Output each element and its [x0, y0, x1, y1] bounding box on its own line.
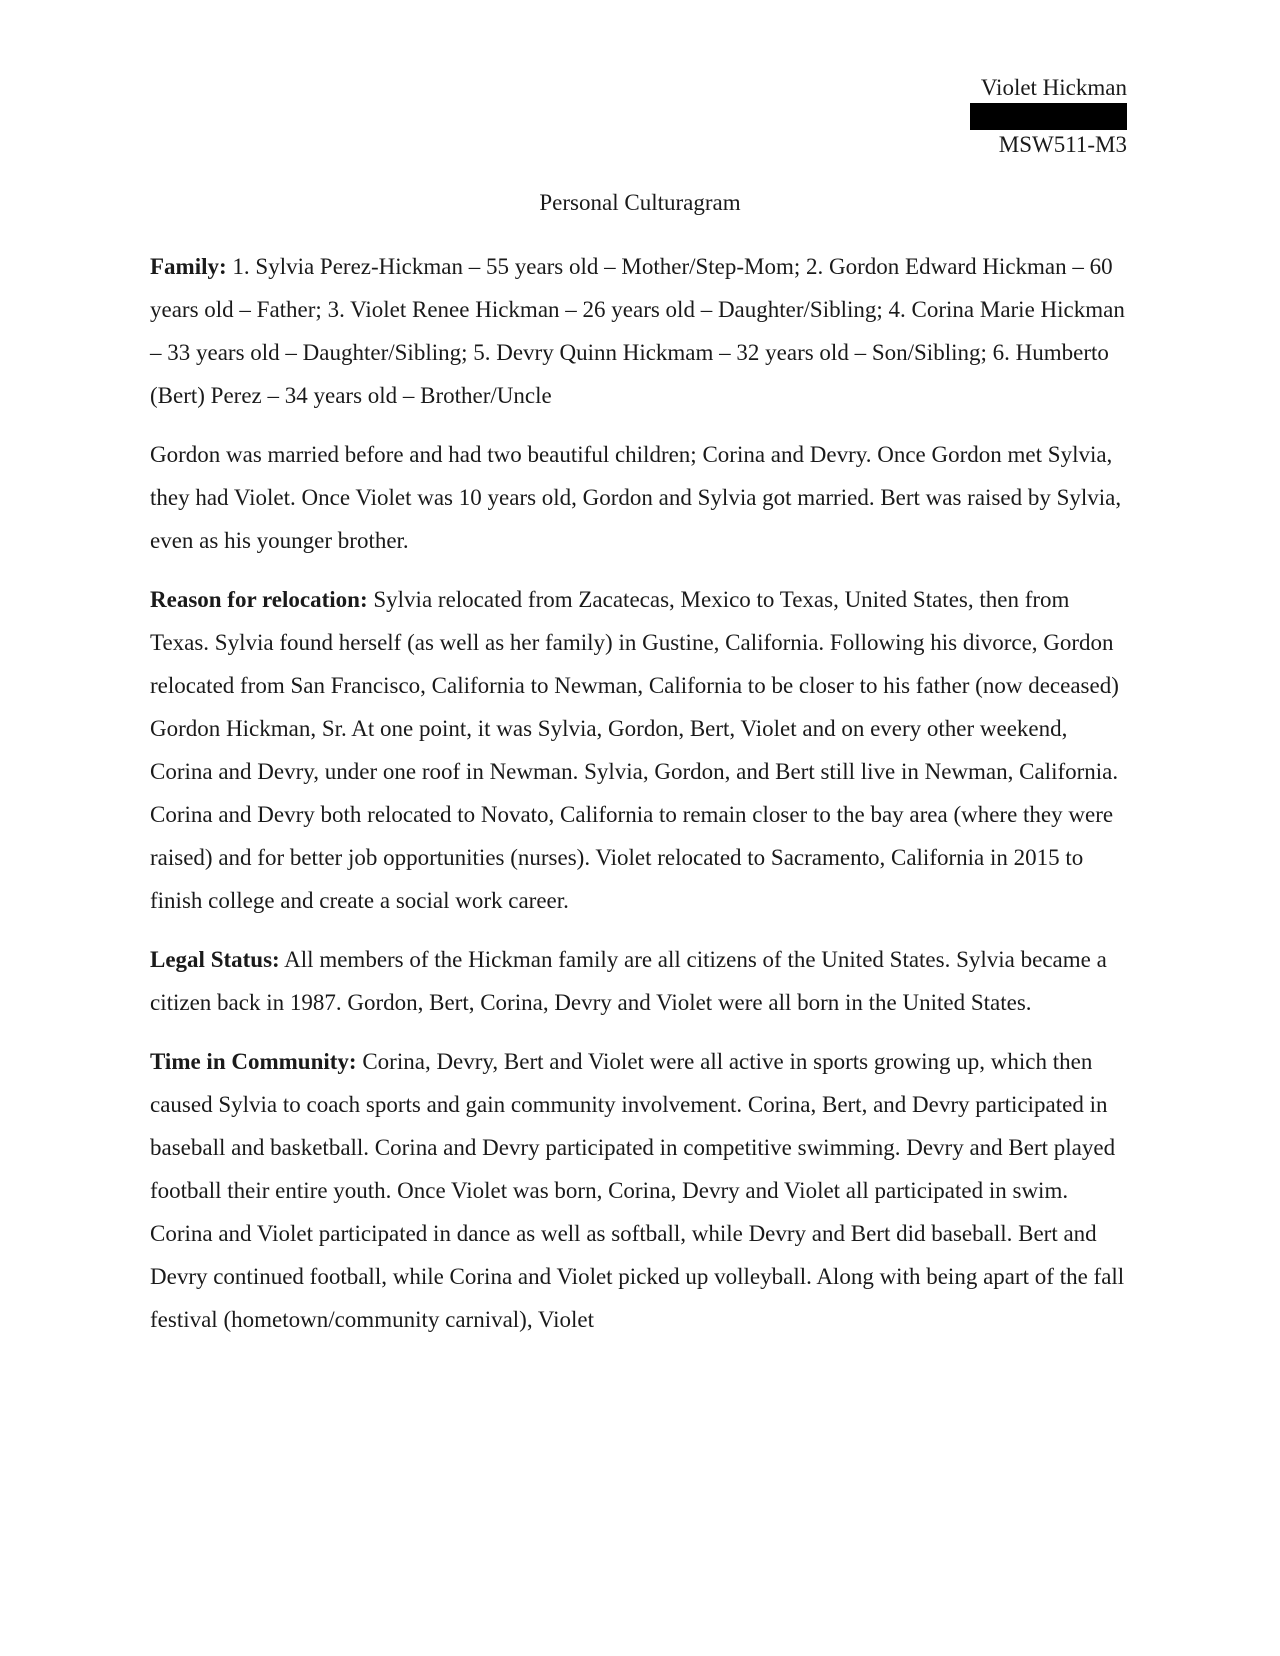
legal-status-label: Legal Status: [150, 947, 280, 972]
family-text: 1. Sylvia Perez-Hickman – 55 years old – Mother/Step-Mom; 2. Gordon Edward Hickman – 60 years old – Father; 3. Violet Renee Hickman – 26 years old – Daughter/Sibling; 4. Corina Marie Hickman – 33 years old – Daughter/Sibling; 5. Devry Quinn Hickmam – 32 years old – Son/Sibling; 6. Humberto (Bert) Perez – 34 years old – Brother/Uncle [150, 254, 1125, 408]
legal-status-paragraph [150, 938, 1133, 1024]
legal-status-text: All members of the Hickman family are all citizens of the United States. Sylvia became a citizen back in 1987. Gordon, Bert, Corina, Devry and Violet were all born in the United States. [150, 947, 1107, 1015]
course-code: MSW511-M3 [998, 132, 1127, 157]
author-name: Violet Hickman [980, 75, 1127, 100]
relocation-label: Reason for relocation: [150, 587, 368, 612]
family-label: Family: [150, 254, 227, 279]
community-paragraph [150, 1040, 1133, 1341]
relocation-text: Sylvia relocated from Zacatecas, Mexico to Texas, United States, then from Texas. Sylvia found herself (as well as her family) in Gustine, California. Following his divorce, Gordon relocated from San Francisco, California to Newman, California to be closer to his father (now deceased) Gordon Hickman, Sr. At one point, it was Sylvia, Gordon, Bert, Violet and on every other weekend, Corina and Devry, under one roof in Newman. Sylvia, Gordon, and Bert still live in Newman, California. Corina and Devry both relocated to Novato, California to remain closer to the bay area (where they were raised) and for better job opportunities (nurses). Violet relocated to Sacramento, California in 2015 to finish college and create a social work career. [150, 587, 1119, 913]
document-body [150, 245, 1133, 1357]
document-title: Personal Culturagram [539, 190, 741, 215]
community-text: Corina, Devry, Bert and Violet were all active in sports growing up, which then caused Sylvia to coach sports and gain community involvement. Corina, Bert, and Devry participated in baseball and basketball. Corina and Devry participated in competitive swimming. Devry and Bert played football their entire youth. Once Violet was born, Corina, Devry and Violet all participated in swim. Corina and Violet participated in dance as well as softball, while Devry and Bert did baseball. Bert and Devry continued football, while Corina and Violet picked up volleyball. Along with being apart of the fall festival (hometown/community carnival), Violet [150, 1049, 1125, 1332]
redaction-bar [970, 103, 1127, 130]
family-note-text: Gordon was married before and had two beautiful children; Corina and Devry. Once Gordon met Sylvia, they had Violet. Once Violet was 10 years old, Gordon and Sylvia got married. Bert was raised by Sylvia, even as his younger brother. [150, 442, 1122, 553]
relocation-paragraph [150, 578, 1133, 922]
family-paragraph [150, 245, 1133, 417]
header-block [970, 74, 1127, 159]
community-label: Time in Community: [150, 1049, 357, 1074]
family-note-paragraph [150, 433, 1133, 562]
